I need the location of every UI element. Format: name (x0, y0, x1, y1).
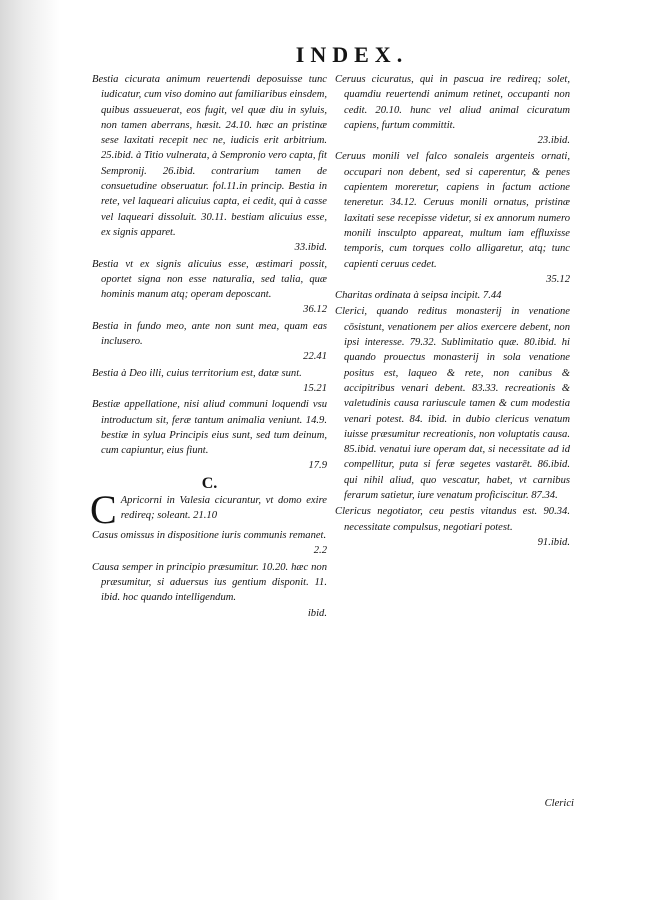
entry-text: Apricorni in Valesia cicurantur, vt domo exire redireq; soleant. 21.10 (120, 495, 327, 522)
index-entry (335, 149, 570, 287)
entry-text: Causa semper in principio præsumitur. 10.20. hæc non præsumitur, si aduersus ius gentium disponit. 11. ibid. hoc quando intelligendum. (92, 561, 327, 604)
entry-text: Bestia à Deo illi, cuius territorium est, datæ sunt. (92, 367, 302, 379)
index-entry (335, 72, 570, 148)
entry-text: Ceruus cicuratus, qui in pascua ire redireq; solet, quamdiu reuertendi animum retinet, occupanti non cedit. 20.10. hunc vel aliud animal cicuratum capiens, furtum committit. (335, 74, 570, 131)
entry-reference: 33.ibid. (294, 242, 327, 254)
entry-text: Casus omissus in dispositione iuris communis remanet. (92, 530, 327, 542)
index-entry (335, 288, 570, 303)
book-spine-shadow (0, 0, 60, 900)
entry-reference: 2.2 (313, 545, 327, 557)
index-entry (335, 304, 570, 503)
index-entry (92, 366, 327, 397)
index-entry (92, 72, 327, 256)
entry-text: Clericus negotiator, ceu pestis vitandus est. 90.34. necessitate compulsus, negotiari potest. (335, 506, 570, 533)
index-entry (92, 319, 327, 365)
index-entry (92, 560, 327, 621)
entry-text: Charitas ordinata à seipsa incipit. 7.44 (335, 290, 502, 302)
entry-text: Ceruus monili vel falco sonaleis argenteis ornati, occupari non debent, sed si caperentur, & penes capientem moreretur, capiens in factum actione teneretur. 34.12. Ceruus monili ornatus, pristinæ laxitati sese recepisse videtur, si ex annorum numero monili insculpto appareat, multum iam effluxisse temporis, cum torques collo alligaretur, atq; tunc capienti ceruus cedet. (335, 151, 570, 270)
entry-text: Bestiæ appellatione, nisi aliud communi loquendi vsu introductum sit, feræ tantum animalia veniunt. 14.9. bestiæ in sylua Principis eius sunt, sed tum deinum, cum capiuntur, eius fiunt. (92, 399, 327, 457)
entry-reference: 15.21 (303, 382, 327, 394)
entry-text: Bestia vt ex signis alicuius esse, æstimari possit, oportet signa non esse naturalia, sed talia, quæ hominis manum atq; operam deposcant. (92, 258, 327, 301)
index-entry (90, 487, 327, 533)
entry-reference: ibid. (307, 607, 327, 619)
running-head: INDEX. (295, 42, 409, 67)
index-entry (92, 257, 327, 318)
entry-text: Bestia cicurata animum reuertendi deposuisse tunc iudicatur, cum viso domino aut familiaribus einsdem, quibus assueuerat, eos fugit, vel quæ diu in syluis, non tamen aberrans, hæsit. 24.10. hæc an pristinæ sese laxitati recepit nec ne, iudicis erit arbitrium. 25.ibid. à Titio vulnerata, à Sempronio vero capta, fit Sempronij. 26.ibid. contrarium tamen de consuetudine obseruatur. fol.11.in princip. Bestia in rete, vel laqueari alicuius capta, ei cedit, qui à casse vel laqueari dissoluit. 30.11. bestiam alicuius esse, ex signis apparet. (92, 74, 327, 238)
index-entry (92, 528, 327, 559)
entry-reference: 36.12 (303, 304, 327, 316)
entry-reference: 22.41 (303, 351, 327, 363)
entry-text: Clerici, quando reditus monasterij in venatione cōsistunt, venationem per alios exercere debent, non ipsi interesse. 79.32. Sublimitatio quæ. 80.ibid. hi quando prouectus monasterij in sola venatione positus est, laqueo & rete, non canibus & accipitribus venari debent. 83.33. recreationis & valetudinis causa rariuscule tamen & cum modestia venari potest. 84. ibid. in dubio clericus venatum iuisse præsumitur recreationis, non voluptatis causa. 85.ibid. venatui iure operam dat, si necessitate ad id compellitur, puta si feræ segetes vastarēt. 86.ibid. qui nihil aliud, quo vescatur, habet, vt carnibus ferarum satietur, iure venatum proficiscitur. 87.34. (335, 306, 570, 502)
index-column-left (92, 72, 327, 622)
decorated-initial: C (90, 487, 117, 533)
book-page (52, 0, 652, 900)
entry-reference: 91.ibid. (537, 536, 570, 548)
entry-reference: 17.9 (308, 460, 327, 472)
section-letter-heading: C. (201, 474, 218, 492)
entry-reference: 35.12 (546, 273, 570, 285)
index-entry (335, 504, 570, 550)
catchword: Clerici (544, 798, 574, 809)
entry-reference: 23.ibid. (537, 135, 570, 147)
entry-text: Bestia in fundo meo, ante non sunt mea, quam eas inclusero. (92, 320, 327, 348)
index-column-right (335, 72, 570, 551)
index-entry (92, 397, 327, 473)
